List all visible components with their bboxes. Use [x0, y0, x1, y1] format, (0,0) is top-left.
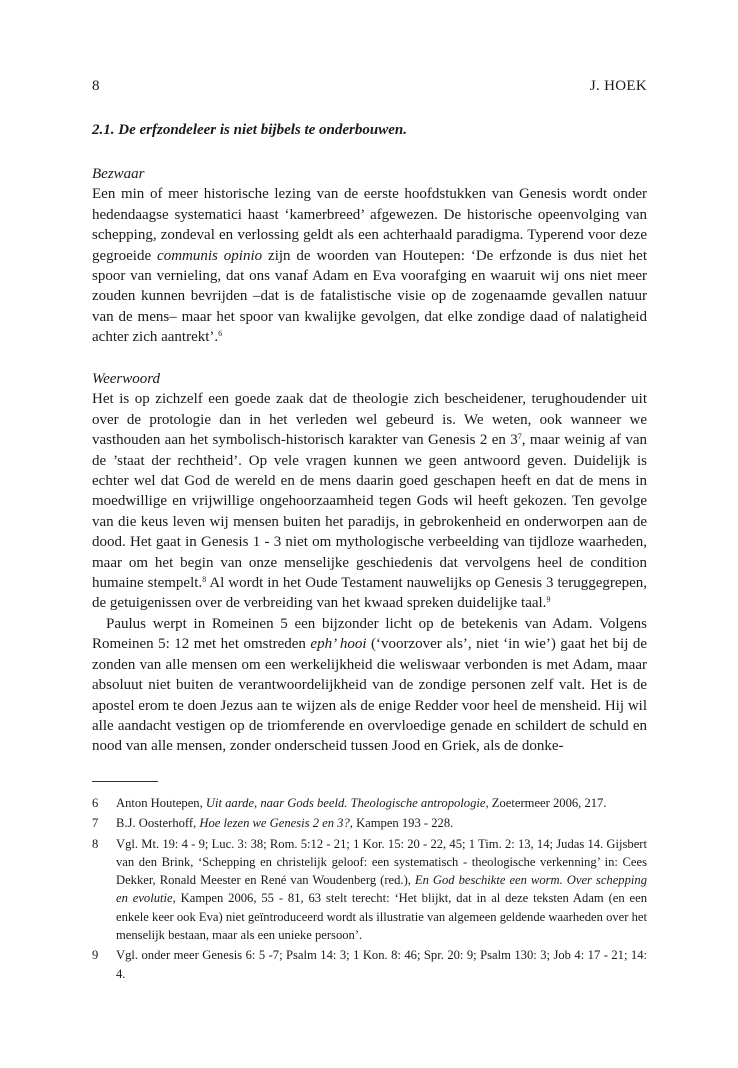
weerwoord-p1-text-1: Het is op zichzelf een goede zaak dat de theologie zich bescheidener, terughoudender uit over de protologie dan in het verleden wel gebeurd is. We weten, ook wanneer we vasthouden aan het symbolisch-historisch karakter van Genesis 2 en 3 — [92, 391, 647, 449]
weerwoord-p2-text-1: Paulus werpt in Romeinen 5 een bijzonder licht op de betekenis van Adam. Volgens Romeinen 5: 12 met het omstreden — [92, 615, 647, 653]
footnote-ref-9[interactable]: 9 — [546, 595, 551, 605]
footnote-ref-6[interactable]: 6 — [218, 329, 223, 339]
weerwoord-p1-text-2: , maar weinig af van de ’staat der rechtheid’. Op vele vragen kunnen we geen antwoord geven. Duidelijk is echter wel dat God de wereld en de mens daarin goed geschapen heeft en dat de mens in moedwillige en vrijwillige ongehoorzaamheid tegen Gods wil heeft gekozen. Ten gevolge van die keus leven wij mensen buiten het paradijs, in gebrokenheid en onderworpen aan de dood. Het gaat in Genesis 1 - 3 niet om mythologische verbeelding van tijdloze waarheden, maar om het begin van onze menselijke geschiedenis dat vervolgens heel de condition humaine stempelt. — [92, 432, 647, 592]
footnote-text: Vgl. Mt. 19: 4 - 9; Luc. 3: 38; Rom. 5:12 - 21; 1 Kor. 15: 20 - 22, 45; 1 Tim. 2: 13, 14; Judas 14. Gijsbert van den Brink, ‘Schepping en christelijk geloof: een systematisch - theologische verkenning’ in: Cees Dekker, Ronald Meester en René van Woudenberg (red.), — [116, 836, 647, 888]
footnotes — [92, 794, 647, 985]
footnote-7 — [92, 814, 647, 832]
footnote-9 — [92, 946, 647, 983]
running-head-author: J. HOEK — [589, 78, 647, 94]
footnote-text: Anton Houtepen, — [116, 796, 206, 810]
page-number: 8 — [92, 78, 100, 94]
weerwoord-label: Weerwoord — [92, 371, 161, 387]
footnote-text: , Zoetermeer 2006, 217. — [485, 796, 607, 810]
weerwoord-p1-text-3: Al wordt in het Oude Testament nauwelijks op Genesis 3 teruggegrepen, de getuigenissen over de verbreiding van het kwaad spreken duidelijke taal. — [92, 575, 647, 612]
footnote-text: Vgl. onder meer Genesis 6: 5 -7; Psalm 14: 3; 1 Kon. 8: 46; Spr. 20: 9; Psalm 130: 3; Job 4: 17 - 21; 14: 4. — [116, 948, 647, 981]
bezwaar-section — [92, 164, 647, 348]
weerwoord-section — [92, 369, 647, 757]
running-header — [92, 78, 647, 98]
weerwoord-paragraph-1 — [92, 389, 647, 613]
footnote-number: 7 — [92, 816, 99, 831]
footnote-ref-8[interactable]: 8 — [202, 575, 207, 585]
footnote-6 — [92, 794, 647, 812]
section-title: 2.1. De erfzondeleer is niet bijbels te onderbouwen. — [92, 122, 407, 138]
footnote-number: 9 — [92, 948, 99, 963]
bezwaar-label: Bezwaar — [92, 166, 145, 182]
footnote-title: Hoe lezen we Genesis 2 en 3? — [199, 816, 350, 831]
bezwaar-text-1: Een min of meer historische lezing van de eerste hoofdstukken van Genesis wordt onder hedendaagse systematici haast ‘kamerbreed’ afgewezen. De historische opeenvolging van schepping, zondeval en verlossing geldt als een achterhaald paradigma. Typerend voor deze gegroeide — [92, 186, 647, 264]
weerwoord-p2-text-2: (‘voorzover als’, niet ‘in wie’) gaat het bij de zonden van alle mensen om een werkelijkheid die weliswaar verbonden is met Adam, maar absoluut niet buiten de verantwoordelijkheid van de zondige personen zelf valt. Het is de apostel erom te doen Jezus aan te wijzen als de enige Redder voor heel de mensheid. Hij wil alle aandacht vestigen op de triomferende en overvloedige genade en schildert de schuld en nood van alle mensen, zonder onderscheid tussen Jood en Griek, als de donke- — [92, 636, 647, 755]
weerwoord-italic-term: eph’ hooi — [310, 636, 367, 653]
footnote-title: En God beschikte een worm. Over schepping en evolutie — [116, 873, 647, 906]
footnote-text: , Kampen 193 - 228. — [349, 816, 454, 831]
footnote-number: 8 — [92, 836, 99, 851]
footnote-ref-7[interactable]: 7 — [517, 432, 522, 442]
footnote-title: Uit aarde, naar Gods beeld. Theologische antropologie — [205, 796, 486, 810]
bezwaar-text-2: zijn de woorden van Houtepen: ‘De erfzonde is dus niet het spoor van vernieling, dat ons vanaf Adam en Eva voorafging en waaruit wij ons niet meer zouden kunnen bevrijden –dat is de fatalistische visie op de zogenaamde gevallen natuur van de mens– maar het spoor van kwalijke gevolgen, dat elke zondige daad of nalatigheid achter zich aantrekt’. — [92, 247, 647, 346]
footnote-text: , Kampen 2006, 55 - 81, 63 stelt terecht: ‘Het blijkt, dat in al deze teksten Adam (en een enkele keer ook Eva) niet geïntroduceerd wordt als illustratie van algemeen geldende waarheden over het menselijk bestaan, maar als een unieke persoon’. — [116, 891, 647, 943]
footnote-separator — [92, 781, 158, 782]
footnote-text: B.J. Oosterhoff, — [116, 816, 200, 831]
footnote-8 — [92, 835, 647, 945]
bezwaar-italic-term: communis opinio — [157, 247, 263, 264]
weerwoord-paragraph-2 — [92, 614, 647, 757]
footnote-number: 6 — [92, 796, 99, 810]
bezwaar-paragraph — [92, 184, 647, 347]
